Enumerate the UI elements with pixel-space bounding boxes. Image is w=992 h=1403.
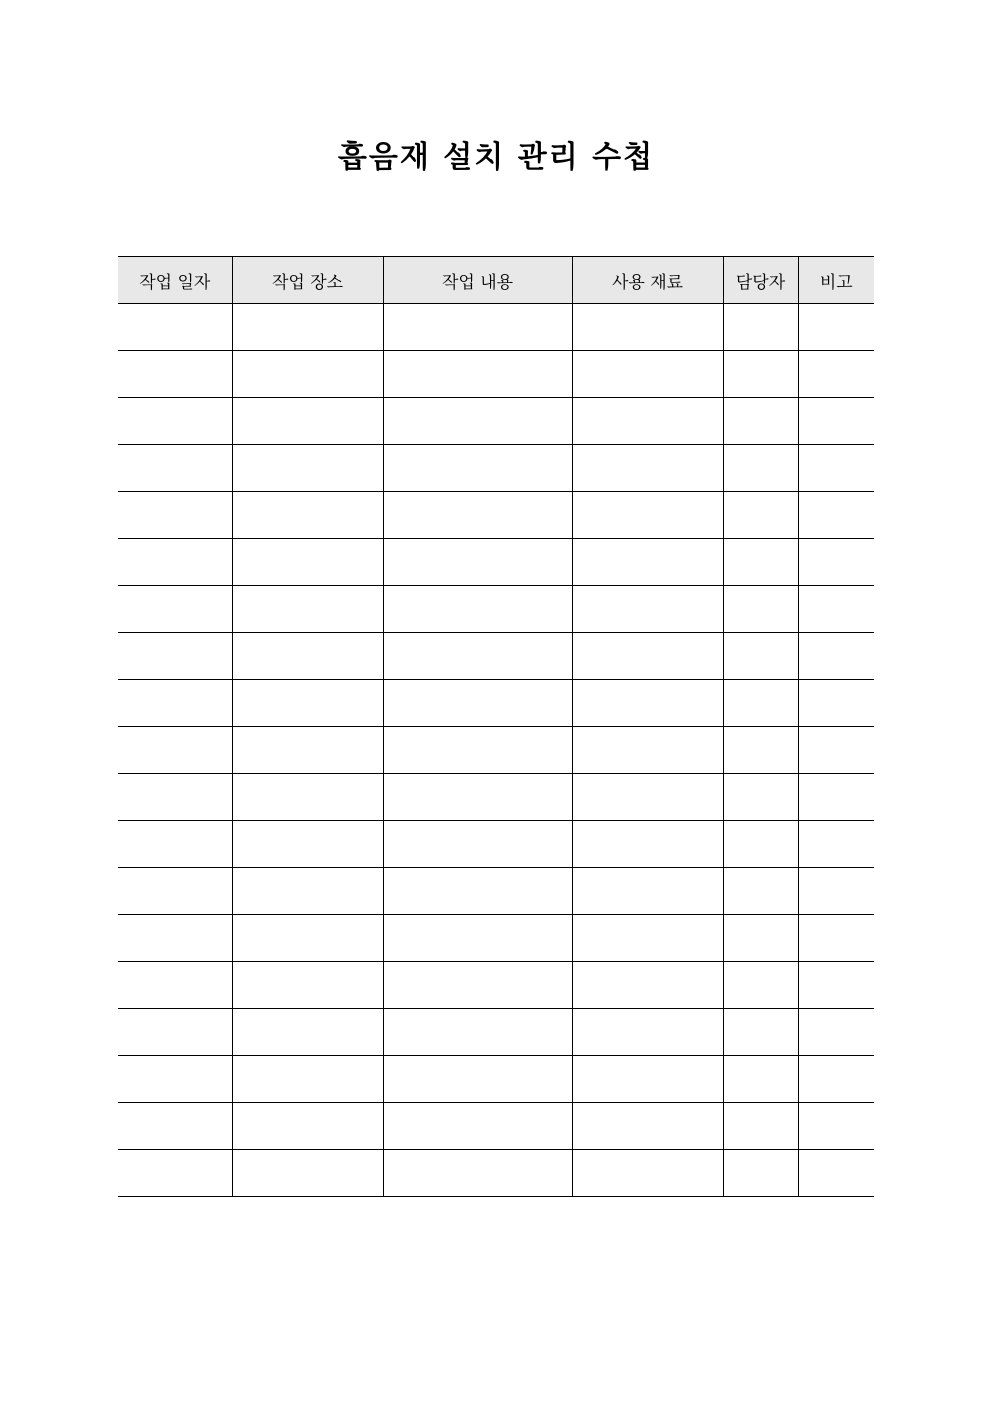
- table-cell-materials: [572, 727, 723, 774]
- table-cell-manager: [723, 727, 798, 774]
- column-header-work-date: 작업 일자: [118, 257, 232, 304]
- table-cell-work-date: [118, 915, 232, 962]
- table-cell-manager: [723, 586, 798, 633]
- table-cell-materials: [572, 445, 723, 492]
- table-cell-work-place: [232, 586, 383, 633]
- table-cell-manager: [723, 962, 798, 1009]
- table-cell-remarks: [798, 445, 874, 492]
- table-cell-work-content: [383, 539, 572, 586]
- table-cell-materials: [572, 633, 723, 680]
- table-cell-work-date: [118, 1009, 232, 1056]
- table-cell-manager: [723, 1009, 798, 1056]
- table-cell-work-content: [383, 727, 572, 774]
- table-cell-work-content: [383, 1103, 572, 1150]
- table-row: [118, 633, 874, 680]
- table-cell-work-date: [118, 1150, 232, 1197]
- table-cell-remarks: [798, 1150, 874, 1197]
- table-row: [118, 1103, 874, 1150]
- table-cell-work-date: [118, 586, 232, 633]
- table-cell-remarks: [798, 586, 874, 633]
- table-cell-materials: [572, 915, 723, 962]
- table-row: [118, 915, 874, 962]
- table-row: [118, 445, 874, 492]
- table-cell-work-place: [232, 868, 383, 915]
- table-row: [118, 586, 874, 633]
- table-cell-materials: [572, 539, 723, 586]
- table-cell-work-place: [232, 962, 383, 1009]
- table-cell-remarks: [798, 680, 874, 727]
- table-cell-materials: [572, 398, 723, 445]
- table-cell-work-content: [383, 398, 572, 445]
- table-cell-manager: [723, 680, 798, 727]
- table-cell-manager: [723, 539, 798, 586]
- table-cell-work-content: [383, 821, 572, 868]
- table-row: [118, 821, 874, 868]
- table-cell-work-place: [232, 821, 383, 868]
- table-cell-work-content: [383, 1009, 572, 1056]
- table-cell-work-date: [118, 539, 232, 586]
- table-cell-manager: [723, 915, 798, 962]
- table-cell-remarks: [798, 492, 874, 539]
- table-cell-materials: [572, 868, 723, 915]
- table-cell-work-content: [383, 868, 572, 915]
- installation-log-table: [118, 256, 874, 1197]
- table-row: [118, 398, 874, 445]
- table-cell-work-place: [232, 539, 383, 586]
- table-cell-materials: [572, 492, 723, 539]
- table-row: [118, 351, 874, 398]
- table-cell-remarks: [798, 821, 874, 868]
- table-cell-materials: [572, 774, 723, 821]
- table-cell-materials: [572, 586, 723, 633]
- table-cell-work-date: [118, 1056, 232, 1103]
- table-cell-manager: [723, 1150, 798, 1197]
- table-cell-work-content: [383, 680, 572, 727]
- table-row: [118, 539, 874, 586]
- table-cell-materials: [572, 1009, 723, 1056]
- table-cell-work-place: [232, 1103, 383, 1150]
- table-cell-work-content: [383, 962, 572, 1009]
- table-cell-work-place: [232, 915, 383, 962]
- table-row: [118, 727, 874, 774]
- table-cell-manager: [723, 868, 798, 915]
- table-cell-manager: [723, 821, 798, 868]
- table-cell-materials: [572, 1150, 723, 1197]
- table-cell-materials: [572, 680, 723, 727]
- table-cell-manager: [723, 492, 798, 539]
- table-cell-manager: [723, 304, 798, 351]
- table-cell-work-place: [232, 398, 383, 445]
- table-cell-materials: [572, 304, 723, 351]
- table-cell-work-date: [118, 774, 232, 821]
- table-cell-work-date: [118, 680, 232, 727]
- table-cell-work-content: [383, 445, 572, 492]
- table-cell-work-content: [383, 1150, 572, 1197]
- table-cell-work-place: [232, 1009, 383, 1056]
- table-row: [118, 1056, 874, 1103]
- table-cell-manager: [723, 633, 798, 680]
- table-cell-work-place: [232, 727, 383, 774]
- table-cell-work-place: [232, 774, 383, 821]
- table-cell-work-date: [118, 445, 232, 492]
- table-cell-work-place: [232, 445, 383, 492]
- table-cell-manager: [723, 1103, 798, 1150]
- table-cell-manager: [723, 774, 798, 821]
- table-cell-manager: [723, 398, 798, 445]
- table-cell-work-content: [383, 492, 572, 539]
- table-cell-materials: [572, 821, 723, 868]
- table-row: [118, 868, 874, 915]
- table-body: [118, 304, 874, 1197]
- table-row: [118, 304, 874, 351]
- table-cell-remarks: [798, 727, 874, 774]
- table-cell-work-place: [232, 680, 383, 727]
- table-cell-work-date: [118, 727, 232, 774]
- page-title: 흡음재 설치 관리 수첩: [337, 140, 655, 175]
- table-row: [118, 962, 874, 1009]
- table-cell-work-date: [118, 351, 232, 398]
- table-cell-work-content: [383, 351, 572, 398]
- table-cell-work-date: [118, 962, 232, 1009]
- table-cell-work-content: [383, 915, 572, 962]
- table-row: [118, 1009, 874, 1056]
- table-cell-work-place: [232, 1056, 383, 1103]
- table-cell-manager: [723, 1056, 798, 1103]
- table-cell-work-date: [118, 492, 232, 539]
- column-header-materials: 사용 재료: [572, 257, 723, 304]
- table-cell-materials: [572, 962, 723, 1009]
- table-cell-manager: [723, 351, 798, 398]
- table-cell-work-date: [118, 398, 232, 445]
- table-cell-work-date: [118, 821, 232, 868]
- table-cell-work-place: [232, 492, 383, 539]
- table-row: [118, 774, 874, 821]
- table-cell-remarks: [798, 915, 874, 962]
- table-cell-materials: [572, 1103, 723, 1150]
- table-cell-manager: [723, 445, 798, 492]
- table-cell-remarks: [798, 633, 874, 680]
- table-cell-work-content: [383, 1056, 572, 1103]
- column-header-manager: 담당자: [723, 257, 798, 304]
- table-cell-remarks: [798, 351, 874, 398]
- table-cell-materials: [572, 1056, 723, 1103]
- table-cell-materials: [572, 351, 723, 398]
- table-row: [118, 680, 874, 727]
- table-cell-remarks: [798, 304, 874, 351]
- table-cell-work-date: [118, 868, 232, 915]
- table-cell-work-place: [232, 1150, 383, 1197]
- column-header-work-place: 작업 장소: [232, 257, 383, 304]
- table-cell-work-content: [383, 633, 572, 680]
- table-cell-remarks: [798, 539, 874, 586]
- table-cell-work-place: [232, 304, 383, 351]
- table-cell-remarks: [798, 398, 874, 445]
- table-row: [118, 492, 874, 539]
- table-cell-remarks: [798, 868, 874, 915]
- column-header-work-content: 작업 내용: [383, 257, 572, 304]
- table-cell-remarks: [798, 1009, 874, 1056]
- table-cell-work-content: [383, 586, 572, 633]
- table-cell-work-date: [118, 633, 232, 680]
- table-cell-work-content: [383, 774, 572, 821]
- table-cell-work-place: [232, 633, 383, 680]
- table-cell-remarks: [798, 1056, 874, 1103]
- table-cell-work-date: [118, 1103, 232, 1150]
- table-cell-remarks: [798, 774, 874, 821]
- table-cell-work-content: [383, 304, 572, 351]
- table-header-row: [118, 257, 874, 304]
- column-header-remarks: 비고: [798, 257, 874, 304]
- table-cell-work-place: [232, 351, 383, 398]
- table-cell-work-date: [118, 304, 232, 351]
- table-row: [118, 1150, 874, 1197]
- table-cell-remarks: [798, 1103, 874, 1150]
- table-cell-remarks: [798, 962, 874, 1009]
